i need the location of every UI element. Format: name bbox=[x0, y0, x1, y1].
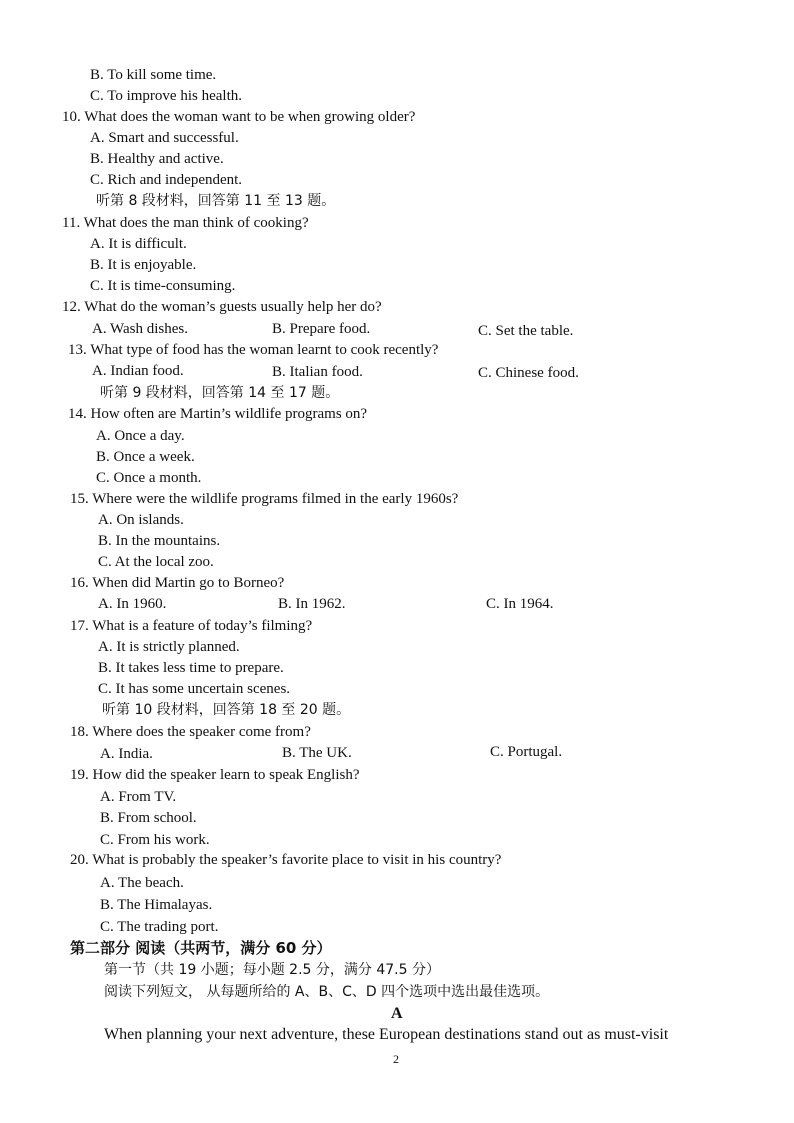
option-18b: B. The UK. bbox=[282, 745, 352, 761]
option-12a: A. Wash dishes. bbox=[92, 321, 189, 337]
option-13a: A. Indian food. bbox=[92, 363, 184, 379]
option-10b: B. Healthy and active. bbox=[90, 151, 224, 167]
option-13c: C. Chinese food. bbox=[478, 365, 579, 381]
option-15a: A. On islands. bbox=[98, 512, 184, 528]
question-10: 10. What does the woman want to be when growing older? bbox=[62, 109, 416, 125]
option-18a: A. India. bbox=[100, 746, 153, 762]
option-13b: B. Italian food. bbox=[272, 364, 363, 380]
question-15: 15. Where were the wildlife programs filmed in the early 1960s? bbox=[70, 491, 459, 507]
option-18c: C. Portugal. bbox=[490, 744, 563, 760]
option-15c: C. At the local zoo. bbox=[98, 554, 214, 570]
option-11a: A. It is difficult. bbox=[90, 236, 187, 252]
option-19a: A. From TV. bbox=[100, 789, 177, 805]
option-10a: A. Smart and successful. bbox=[90, 130, 239, 146]
section-heading-10: 听第 10 段材料，回答第 18 至 20 题。 bbox=[102, 702, 351, 718]
section-heading-9: 听第 9 段材料，回答第 14 至 17 题。 bbox=[100, 385, 340, 401]
reading-instructions: 阅读下列短文， 从每题所给的 A、B、C、D 四个选项中选出最佳选项。 bbox=[104, 984, 550, 1000]
question-12: 12. What do the woman’s guests usually help her do? bbox=[62, 299, 382, 315]
option-16b: B. In 1962. bbox=[278, 596, 346, 612]
option-9c: C. To improve his health. bbox=[90, 88, 242, 104]
question-17: 17. What is a feature of today’s filming? bbox=[70, 618, 313, 634]
option-12c: C. Set the table. bbox=[478, 323, 574, 339]
option-20a: A. The beach. bbox=[100, 875, 184, 891]
question-11: 11. What does the man think of cooking? bbox=[62, 215, 309, 231]
part-two-heading: 第二部分 阅读（共两节，满分 60 分） bbox=[70, 939, 332, 957]
option-17b: B. It takes less time to prepare. bbox=[98, 660, 284, 676]
section-one-heading: 第一节（共 19 小题；每小题 2.5 分，满分 47.5 分） bbox=[104, 962, 440, 978]
question-16: 16. When did Martin go to Borneo? bbox=[70, 575, 285, 591]
option-19b: B. From school. bbox=[100, 810, 197, 826]
option-20c: C. The trading port. bbox=[100, 919, 219, 935]
option-16c: C. In 1964. bbox=[486, 596, 554, 612]
question-14: 14. How often are Martin’s wildlife programs on? bbox=[68, 406, 368, 422]
option-11b: B. It is enjoyable. bbox=[90, 257, 197, 273]
option-16a: A. In 1960. bbox=[98, 596, 167, 612]
section-heading-8: 听第 8 段材料，回答第 11 至 13 题。 bbox=[96, 193, 336, 209]
option-20b: B. The Himalayas. bbox=[100, 897, 213, 913]
option-15b: B. In the mountains. bbox=[98, 533, 221, 549]
option-10c: C. Rich and independent. bbox=[90, 172, 243, 188]
option-9b: B. To kill some time. bbox=[90, 67, 217, 83]
question-19: 19. How did the speaker learn to speak English? bbox=[70, 767, 360, 783]
option-17a: A. It is strictly planned. bbox=[98, 639, 240, 655]
option-19c: C. From his work. bbox=[100, 832, 210, 848]
option-14a: A. Once a day. bbox=[96, 428, 185, 444]
passage-first-line: When planning your next adventure, these European destinations stand out as must-visit bbox=[104, 1026, 669, 1043]
question-20: 20. What is probably the speaker’s favorite place to visit in his country? bbox=[70, 852, 502, 868]
option-14c: C. Once a month. bbox=[96, 470, 202, 486]
question-13: 13. What type of food has the woman learnt to cook recently? bbox=[68, 342, 439, 358]
passage-label: A bbox=[391, 1005, 403, 1022]
option-12b: B. Prepare food. bbox=[272, 321, 371, 337]
option-11c: C. It is time-consuming. bbox=[90, 278, 236, 294]
option-14b: B. Once a week. bbox=[96, 449, 195, 465]
question-18: 18. Where does the speaker come from? bbox=[70, 724, 311, 740]
page-number: 2 bbox=[393, 1052, 399, 1066]
option-17c: C. It has some uncertain scenes. bbox=[98, 681, 291, 697]
